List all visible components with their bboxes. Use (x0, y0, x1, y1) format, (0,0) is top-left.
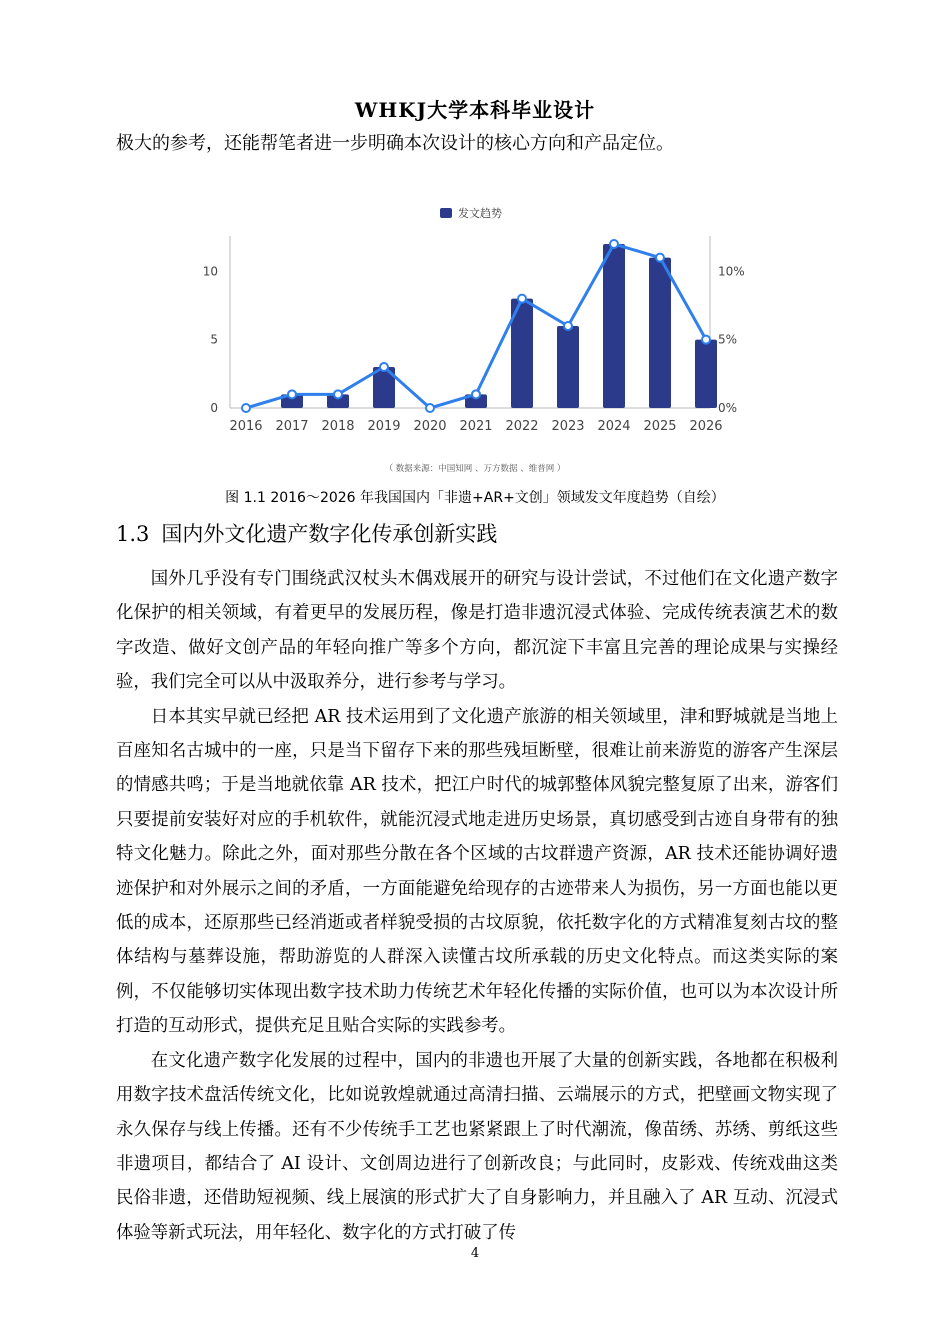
document-header: WHKJ大学本科毕业设计 (354, 98, 596, 122)
x-tick-label: 2025 (643, 419, 677, 434)
trend-line (246, 244, 706, 408)
x-tick-label: 2016 (229, 419, 263, 434)
line-point (380, 363, 388, 371)
x-tick-label: 2019 (367, 419, 401, 434)
section-heading (116, 518, 497, 548)
section-title-text: 国内外文化遗产数字化传承创新实践 (161, 522, 498, 546)
bar (603, 244, 625, 408)
line-point (242, 404, 250, 412)
section-number: 1.3 (116, 522, 150, 546)
legend-label: 发文趋势 (458, 207, 502, 220)
line-series (246, 244, 706, 408)
chart-axes (230, 236, 710, 408)
paragraph: 国外几乎没有专门围绕武汉杖头木偶戏展开的研究与设计尝试，不过他们在文化遗产数字化保护的相关领域，有着更早的发展历程，像是打造非遗沉浸式体验、完成传统表演艺术的数字改造、做好文创产品的年轻向推广等多个方向，都沉淀下丰富且完善的理论成果与实操经验，我们完全可以从中汲取养分，进行参考与学习。 (116, 569, 838, 693)
y-tick-left: 10 (202, 264, 218, 279)
line-point (472, 390, 480, 398)
bar (649, 258, 671, 408)
paragraph: 在文化遗产数字化发展的过程中，国内的非遗也开展了大量的创新实践，各地都在积极利用数字技术盘活传统文化，比如说敦煌就通过高清扫描、云端展示的方式，把壁画文物实现了永久保存与线上传播。还有不少传统手工艺也紧紧跟上了时代潮流，像苗绣、苏绣、剪纸这些非遗项目，都结合了 AI 设计、文创周边进行了创新改良；与此同时，皮影戏、传统戏曲这类民俗非遗，还借助短视频、线上展演的形式扩大了自身影响力，并且融入了 AR 互动、沉浸式体验等新式玩法，用年轻化、数字化的方式打破了传 (116, 1050, 838, 1243)
data-source-note: （ 数据来源：中国知网 、万方数据 、维普网 ） (384, 464, 566, 474)
bar (695, 340, 717, 408)
legend-swatch (440, 208, 452, 218)
x-tick-label: 2021 (459, 419, 493, 434)
line-points (242, 240, 710, 412)
line-point (518, 295, 526, 303)
x-tick-label: 2020 (413, 419, 447, 434)
chart-legend (440, 206, 502, 220)
x-tick-labels (229, 419, 722, 434)
line-point (334, 390, 342, 398)
x-tick-label: 2022 (505, 419, 539, 434)
y-tick-right: 5% (718, 332, 738, 347)
x-tick-label: 2026 (689, 419, 723, 434)
y-tick-left: 5 (210, 332, 218, 347)
y-tick-right: 10% (718, 264, 745, 279)
body-text (116, 562, 838, 1250)
line-point (288, 390, 296, 398)
continued-text: 极大的参考，还能帮笔者进一步明确本次设计的核心方向和产品定位。 (116, 133, 674, 154)
line-point (656, 254, 664, 262)
y-tick-left: 0 (210, 401, 218, 415)
line-point (564, 322, 572, 330)
x-tick-label: 2024 (597, 419, 631, 434)
page-number: 4 (470, 1246, 480, 1261)
paragraph: 日本其实早就已经把 AR 技术运用到了文化遗产旅游的相关领域里，津和野城就是当地上百座知名古城中的一座，只是当下留存下来的那些残垣断壁，很难让前来游览的游客产生深层的情感共鸣；于是当地就依靠 AR 技术，把江户时代的城郭整体风貌完整复原了出来，游客们只要提前安装好对应的手机软件，就能沉浸式地走进历史场景，真切感受到古迹自身带有的独特文化魅力。除此之外，面对那些分散在各个区域的古坟群遗产资源，AR 技术还能协调好遗迹保护和对外展示之间的矛盾，一方面能避免给现存的古迹带来人为损伤，另一方面也能以更低的成本，还原那些已经消逝或者样貌受损的古坟原貌，依托数字化的方式精准复刻古坟的整体结构与墓葬设施，帮助游览的人群深入读懂古坟所承载的历史文化特点。而这类实际的案例，不仅能够切实体现出数字技术助力传统艺术年轻化传播的实际价值，也可以为本次设计所打造的互动形式，提供充足且贴合实际的实践参考。 (116, 706, 838, 1037)
bar (557, 326, 579, 408)
figure-caption: 图 1.1 2016～2026 年我国国内「非遗+AR+文创」领域发文年度趋势（自绘） (225, 490, 725, 506)
line-point (426, 404, 434, 412)
x-tick-label: 2017 (275, 419, 309, 434)
line-point (610, 240, 618, 248)
trend-chart (180, 196, 760, 486)
line-point (702, 336, 710, 344)
bar-series (281, 244, 717, 408)
x-tick-label: 2018 (321, 419, 355, 434)
y-tick-right: 0% (718, 401, 738, 415)
x-tick-label: 2023 (551, 419, 585, 434)
